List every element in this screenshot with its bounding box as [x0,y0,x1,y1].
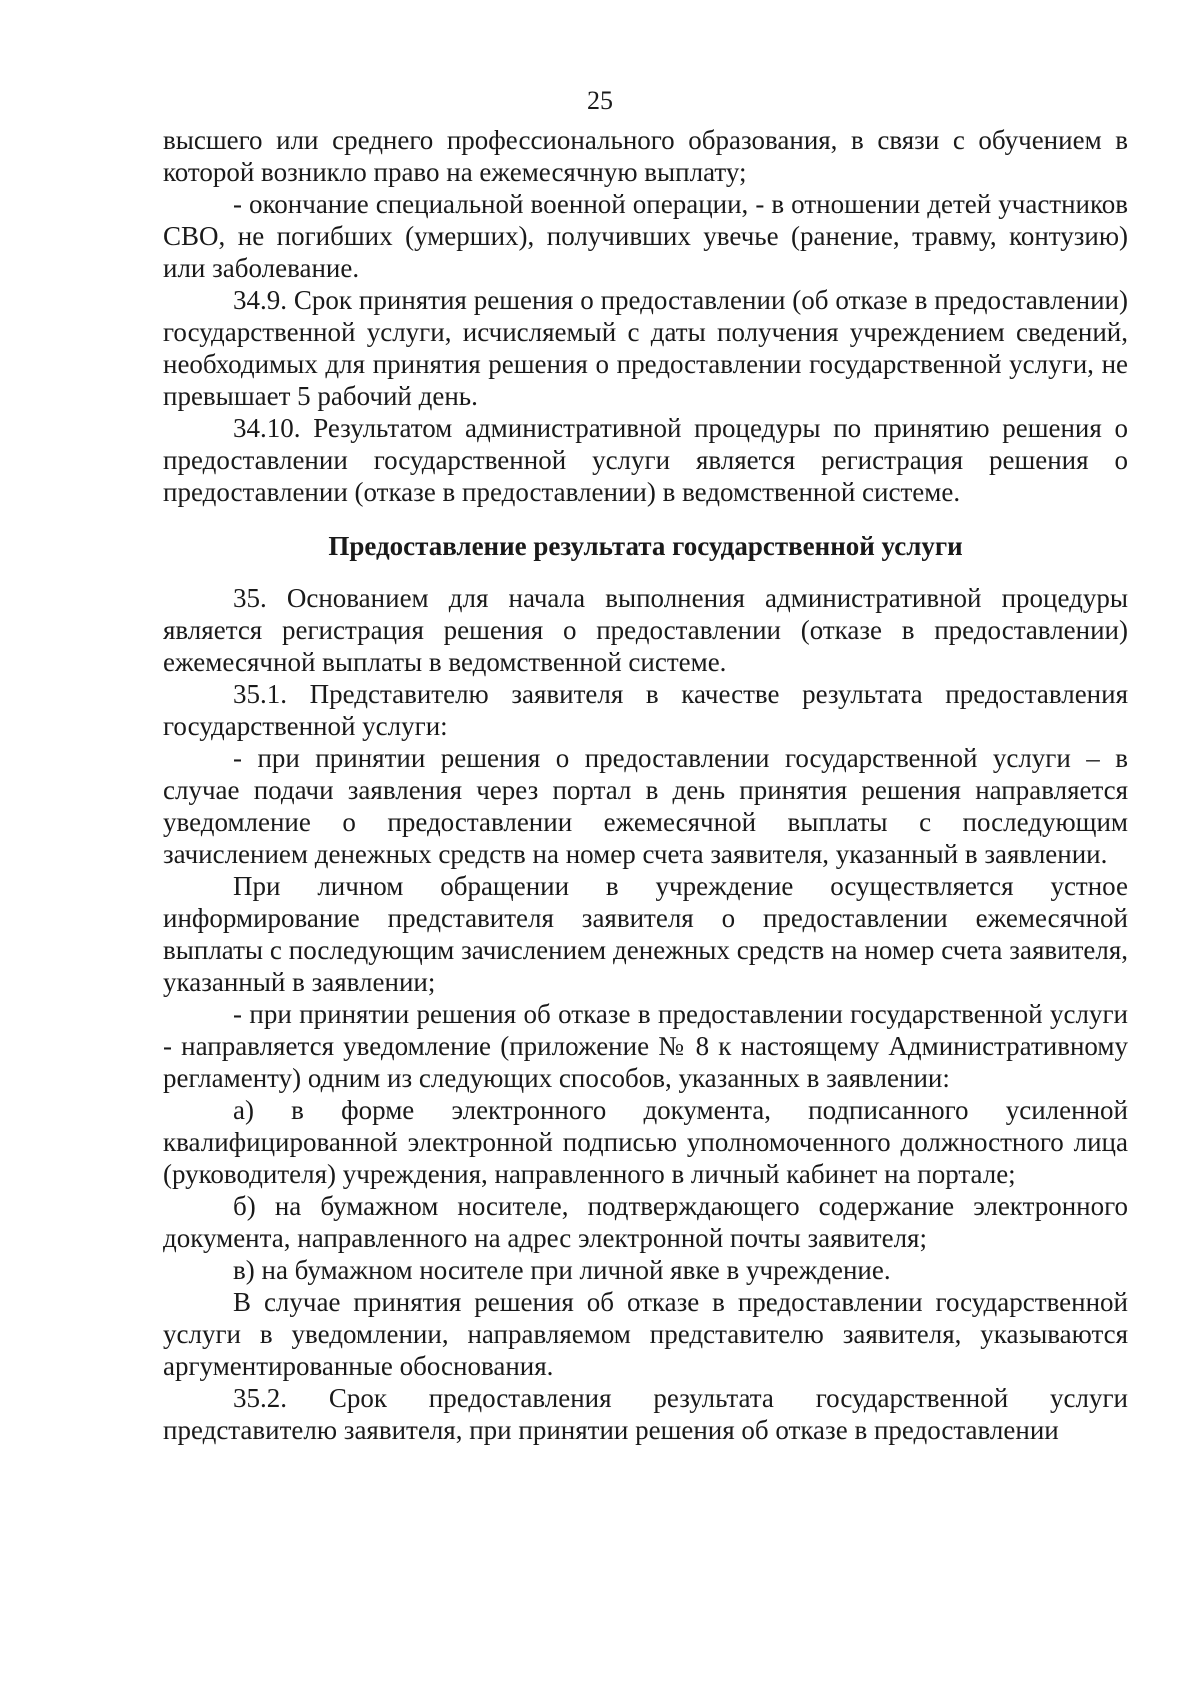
paragraph-35: 35. Основанием для начала выполнения административной процедуры является регистрация решения о предоставлении (отказе в предоставлении) ежемесячной выплаты в ведомственной системе. [163,583,1128,677]
paragraph-refusal-justification: В случае принятия решения об отказе в предоставлении государственной услуги в уведомлении, направляемом представителю заявителя, указываются аргументированные обоснования. [163,1287,1128,1381]
paragraph-grant-decision: - при принятии решения о предоставлении государственной услуги – в случае подачи заявления через портал в день принятия решения направляется уведомление о предоставлении ежемесячной выплаты с последующим зачислением денежных средств на номер счета заявителя, указанный в заявлении. [163,743,1128,869]
paragraph-refusal-decision: - при принятии решения об отказе в предоставлении государственной услуги - направляется уведомление (приложение № 8 к настоящему Административному регламенту) одним из следующих способов, указанных в заявлении: [163,999,1128,1093]
paragraph-option-c: в) на бумажном носителе при личной явке в учреждение. [233,1255,891,1285]
page-number: 25 [587,86,613,115]
paragraph-option-b: б) на бумажном носителе, подтверждающего содержание электронного документа, направленного на адрес электронной почты заявителя; [163,1191,1128,1253]
paragraph-personal-visit: При личном обращении в учреждение осуществляется устное информирование представителя заявителя о предоставлении ежемесячной выплаты с последующим зачислением денежных средств на номер счета заявителя, указанный в заявлении; [163,871,1128,997]
paragraph-34-9: 34.9. Срок принятия решения о предоставлении (об отказе в предоставлении) государственной услуги, исчисляемый с даты получения учреждением сведений, необходимых для принятия решения о предоставлении государственной услуги, не превышает 5 рабочий день. [163,285,1128,411]
paragraph-continuation: высшего или среднего профессионального образования, в связи с обучением в которой возникло право на ежемесячную выплату; [163,125,1128,187]
paragraph-svo-end: - окончание специальной военной операции, - в отношении детей участников СВО, не погибших (умерших), получивших увечье (ранение, травму, контузию) или заболевание. [163,189,1128,283]
section-heading: Предоставление результата государственной услуги [328,531,963,561]
paragraph-35-1: 35.1. Представителю заявителя в качестве результата предоставления государственной услуги: [163,679,1128,741]
document-body [163,124,1128,1446]
paragraph-34-10: 34.10. Результатом административной процедуры по принятию решения о предоставлении государственной услуги является регистрация решения о предоставлении (отказе в предоставлении) в ведомственной системе. [163,413,1128,507]
paragraph-option-a: а) в форме электронного документа, подписанного усиленной квалифицированной электронной подписью уполномоченного должностного лица (руководителя) учреждения, направленного в личный кабинет на портале; [163,1095,1128,1189]
paragraph-35-2: 35.2. Срок предоставления результата государственной услуги представителю заявителя, при принятии решения об отказе в предоставлении [163,1383,1128,1445]
